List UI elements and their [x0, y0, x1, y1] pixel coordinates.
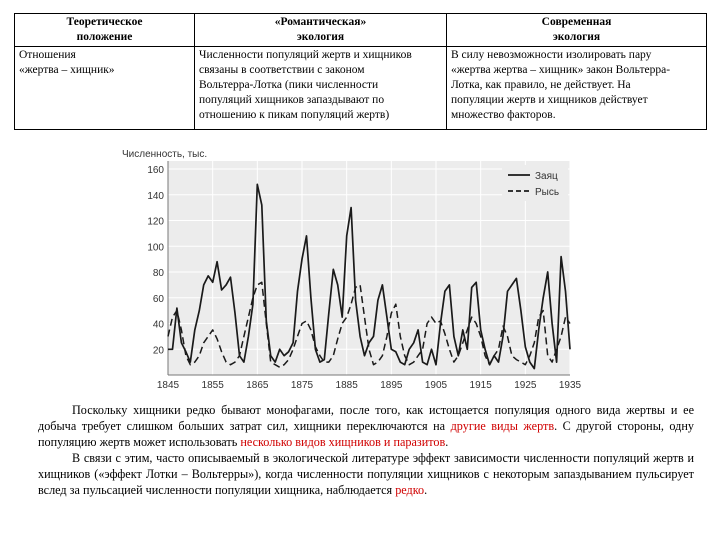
legend-label: Заяц — [535, 171, 558, 182]
paragraph-1-text: Поскольку хищники редко бывают монофагами, после того, как истощается популяция одного вида жертвы и ее добыча требует слишком больших затрат сил, хищники переключаются на — [38, 403, 694, 433]
cell-romantic: Численности популяций жертв и хищников связаны в соответствии с законом Вольтерра-Лотка (пики численности популяций хищников запаздывают по отношению к пикам популяций жертв) — [195, 47, 447, 130]
x-tick-label: 1895 — [380, 380, 403, 391]
x-tick-label: 1865 — [246, 380, 269, 391]
cell-relation: Отношения «жертва – хищник» — [15, 47, 195, 130]
x-tick-label: 1885 — [335, 380, 358, 391]
x-tick-label: 1925 — [514, 380, 537, 391]
y-tick-label: 100 — [147, 242, 164, 254]
highlight-several-predators: несколько видов хищников и паразитов — [240, 435, 446, 449]
table-row — [15, 47, 707, 130]
header-theoretical-position: Теоретическое положение — [15, 14, 195, 47]
legend-label: Рысь — [535, 187, 560, 198]
chart-canvas — [118, 147, 588, 392]
header-romantic-ecology: «Романтическая» экология — [195, 14, 447, 47]
y-tick-label: 80 — [152, 268, 164, 279]
y-tick-label: 40 — [152, 319, 164, 331]
highlight-other-prey: другие виды жертв — [450, 419, 555, 433]
x-tick-label: 1905 — [424, 380, 448, 391]
paragraph-2-end: . — [424, 483, 428, 497]
x-tick-label: 1855 — [201, 380, 224, 391]
x-tick-label: 1845 — [156, 380, 180, 391]
y-tick-label: 160 — [147, 165, 164, 176]
y-tick-label: 20 — [152, 345, 164, 357]
cell-modern: В силу невозможности изолировать пару «жертва жертва – хищник» закон Вольтерра- Лотка, как правило, не действует. На популяции жертв и хищников действует множество факторов. — [447, 47, 707, 130]
highlight-rarely: редко — [395, 483, 425, 497]
paragraph-2 — [38, 450, 694, 498]
comparison-table — [14, 13, 707, 130]
table-header-row — [15, 14, 707, 47]
paragraph-1 — [38, 402, 694, 450]
x-tick-label: 1915 — [469, 380, 492, 391]
population-chart — [118, 147, 588, 392]
paragraph-2-text: В связи с этим, часто описываемый в экологической литературе эффект зависимости численности популяций жертв и хищников («эффект Лотки – Вольтерры»), когда численности популяции хищников с некоторым запаздыванием пульсирует вслед за пульсацией численности популяции хищника, наблюдается — [38, 451, 694, 497]
x-tick-label: 1935 — [558, 380, 582, 391]
chart-svg — [118, 147, 588, 392]
paragraph-1-end: . — [445, 435, 449, 449]
y-tick-label: 60 — [152, 293, 164, 305]
paragraph-1-mid: . С другой стороны, одну популяцию жертв может использовать — [38, 419, 694, 449]
y-tick-label: 140 — [147, 190, 164, 202]
y-axis-label: Численность, тыс. — [122, 149, 208, 160]
body-text — [38, 402, 694, 498]
y-tick-label: 120 — [147, 216, 164, 228]
header-modern-ecology: Современная экология — [447, 14, 707, 47]
x-tick-label: 1875 — [290, 380, 314, 391]
